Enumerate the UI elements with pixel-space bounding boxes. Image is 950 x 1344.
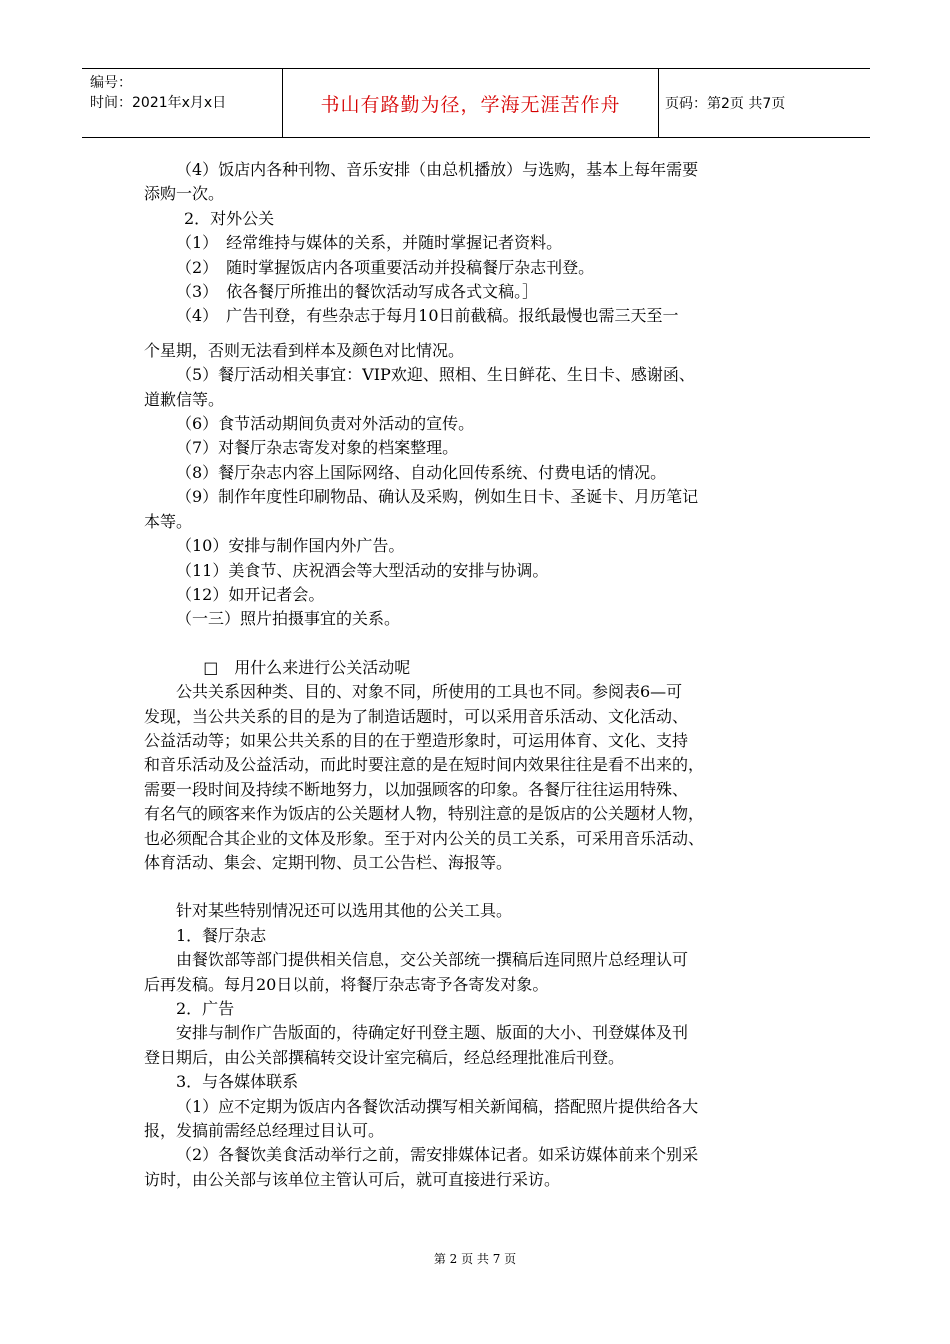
body-line: 针对某些特别情况还可以选用其他的公关工具。 <box>176 901 513 921</box>
body-line: 公益活动等；如果公共关系的目的在于塑造形象时，可运用体育、文化、支持 <box>144 730 689 750</box>
body-line: 发现，当公共关系的目的是为了制造话题时，可以采用音乐活动、文化活动、 <box>144 706 689 726</box>
body-line: （4）饭店内各种刊物、音乐安排（由总机播放）与选购，基本上每年需要 <box>176 160 699 179</box>
body-line: 登日期后，由公关部撰稿转交设计室完稿后，经总经理批准后刊登。 <box>144 1047 625 1067</box>
body-line: （10）安排与制作国内外广告。 <box>176 536 405 556</box>
body-line: （1）应不定期为饭店内各餐饮活动撰写相关新闻稿，搭配照片提供给各大 <box>176 1096 699 1116</box>
body-line: 和音乐活动及公益活动，而此时要注意的是在短时间内效果往往是看不出来的， <box>144 755 705 775</box>
header-motto: 书山有路勤为径，学海无涯苦作舟 <box>283 69 659 137</box>
body-line: 有名气的顾客来作为饭店的公关题材人物，特别注意的是饭店的公关题材人物， <box>144 804 705 824</box>
body-line: （9）制作年度性印刷物品、确认及采购，例如生日卡、圣诞卡、月历笔记 <box>176 487 699 507</box>
body-line: 后再发稿。每月20日以前，将餐厅杂志寄予各寄发对象。 <box>144 974 549 994</box>
body-line: （1） 经常维持与媒体的关系，并随时掌握记者资料。 <box>176 233 563 253</box>
body-line: （3） 依各餐厅所推出的餐饮活动写成各式文稿。］ <box>176 282 539 302</box>
body-line: （5）餐厅活动相关事宜：VIP欢迎、照相、生日鲜花、生日卡、感谢函、 <box>176 365 695 385</box>
body-line: （一三）照片拍摄事宜的关系。 <box>176 609 401 629</box>
body-line: 需要一段时间及持续不断地努力，以加强顾客的印象。各餐厅往往运用特殊、 <box>144 779 689 799</box>
body-line: 报，发搞前需经总经理过目认可。 <box>144 1121 385 1141</box>
section-heading: □ 用什么来进行公关活动呢 <box>203 657 411 677</box>
section-heading: 2．对外公关 <box>184 208 275 228</box>
page-footer: 第 2 页 共 7 页 <box>433 1252 517 1266</box>
body-line: 道歉信等。 <box>144 389 225 409</box>
body-line: （12）如开记者会。 <box>176 584 325 604</box>
header-page-code: 页码：第2页 共7页 <box>665 96 786 112</box>
body-line: （7）对餐厅杂志寄发对象的档案整理。 <box>176 438 459 458</box>
body-line: （6）食节活动期间负责对外活动的宣传。 <box>176 414 475 434</box>
section-heading: 1．餐厅杂志 <box>176 925 267 945</box>
document-body <box>144 158 810 1192</box>
body-line: 访时，由公关部与该单位主管认可后，就可直接进行采访。 <box>144 1169 561 1189</box>
header-meta <box>82 69 283 137</box>
body-line: 本等。 <box>144 511 193 531</box>
body-line: （2）各餐饮美食活动举行之前，需安排媒体记者。如采访媒体前来个别采 <box>176 1145 699 1165</box>
header-number-label: 编号： <box>90 75 132 91</box>
section-heading: 2．广告 <box>176 999 235 1018</box>
document-header <box>82 68 870 138</box>
section-heading: 3．与各媒体联系 <box>176 1072 299 1092</box>
body-line: 安排与制作广告版面的，待确定好刊登主题、版面的大小、刊登媒体及刊 <box>176 1023 689 1043</box>
header-time-label: 时间：2021年x月x日 <box>90 95 227 111</box>
body-line: （11）美食节、庆祝酒会等大型活动的安排与协调。 <box>176 560 549 580</box>
body-line: 体育活动、集会、定期刊物、员工公告栏、海报等。 <box>144 852 513 872</box>
body-line: （4） 广告刊登，有些杂志于每月10日前截稿。报纸最慢也需三天至一 <box>176 306 679 326</box>
body-line: 个星期，否则无法看到样本及颜色对比情况。 <box>144 340 465 360</box>
body-line: 由餐饮部等部门提供相关信息，交公关部统一撰稿后连同照片总经理认可 <box>176 950 689 970</box>
body-line: （2） 随时掌握饭店内各项重要活动并投稿餐厅杂志刊登。 <box>176 257 595 277</box>
body-line: 也必须配合其企业的文体及形象。至于对内公关的员工关系，可采用音乐活动、 <box>144 828 705 848</box>
body-line: 公共关系因种类、目的、对象不同，所使用的工具也不同。参阅表6—可 <box>176 682 683 702</box>
body-line: 添购一次。 <box>144 184 225 204</box>
body-line: （8）餐厅杂志内容上国际网络、自动化回传系统、付费电话的情况。 <box>176 462 667 482</box>
